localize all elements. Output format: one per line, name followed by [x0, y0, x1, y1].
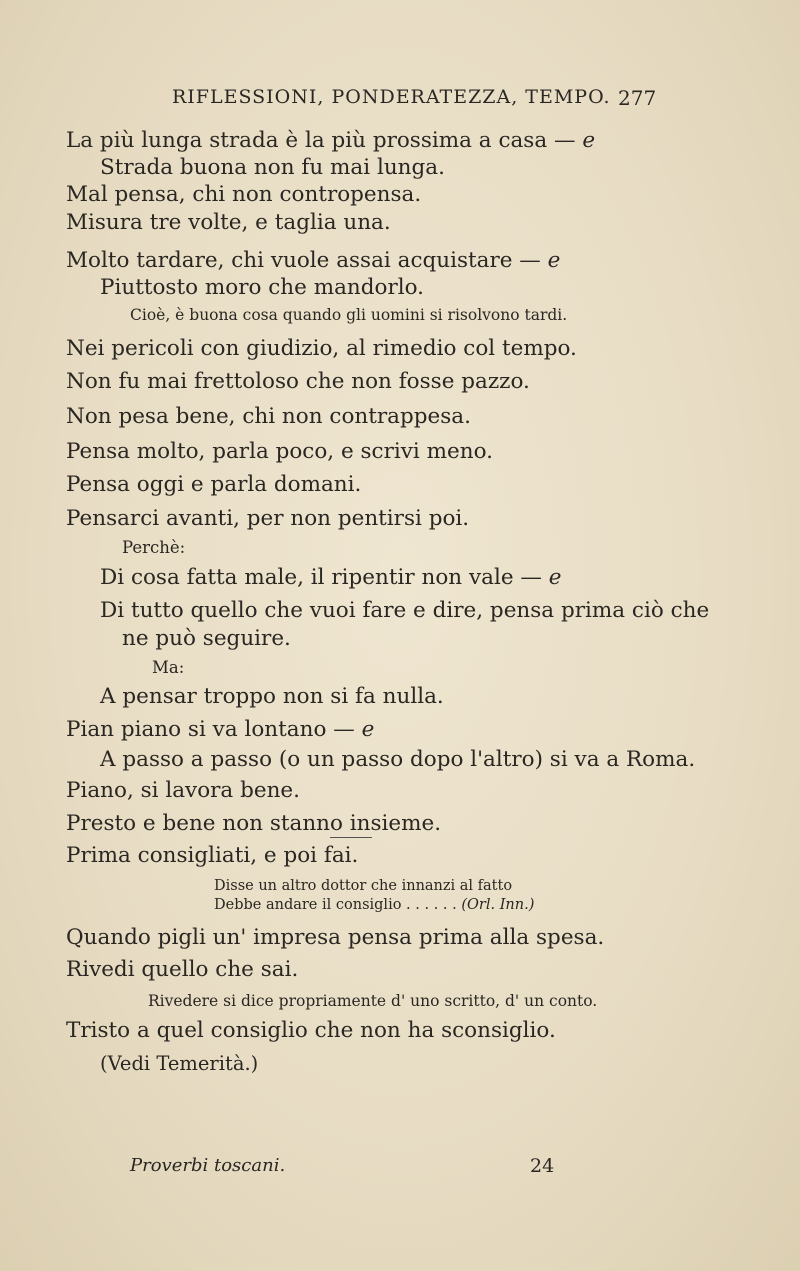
proverb-line: Misura tre volte, e taglia una.: [66, 210, 391, 235]
proverb-line: Pensarci avanti, per non pentirsi poi.: [66, 506, 470, 531]
proverb-line: Quando pigli un' impresa pensa prima alla spesa.: [66, 925, 605, 950]
proverb-line: Di tutto quello che vuoi fare e dire, pensa prima ciò che: [100, 598, 710, 623]
footer-title: Proverbi toscani.: [130, 1155, 286, 1176]
proverb-line: Nei pericoli con giudizio, al rimedio col tempo.: [66, 336, 577, 361]
proverb-line: Non fu mai frettoloso che non fosse pazzo.: [66, 369, 530, 394]
citation: (Orl. Inn.): [461, 897, 535, 913]
proverb-line: Di cosa fatta male, il ripentir non vale — e: [100, 565, 562, 590]
verse-quote: Disse un altro dottor che innanzi al fatto: [214, 878, 513, 894]
signature-mark: 24: [530, 1155, 555, 1177]
proverb-line: Tristo a quel consiglio che non ha sconsiglio.: [66, 1018, 556, 1043]
proverb-line: Pensa oggi e parla domani.: [66, 472, 362, 497]
explanatory-note: Cioè, è buona cosa quando gli uomini si risolvono tardi.: [130, 306, 568, 324]
proverb-line: ne può seguire.: [122, 626, 291, 651]
cross-reference: (Vedi Temerità.): [100, 1052, 259, 1075]
proverb-line: Piano, si lavora bene.: [66, 778, 300, 803]
explanatory-note: Rivedere si dice propriamente d' uno scritto, d' un conto.: [148, 992, 598, 1010]
proverb-line: Presto e bene non stanno insieme.: [66, 811, 442, 836]
page-number: 277: [618, 86, 657, 110]
proverb-line: Pensa molto, parla poco, e scrivi meno.: [66, 439, 493, 464]
verse-quote: Debbe andare il consiglio . . . . . . (Orl. Inn.): [214, 897, 535, 913]
section-divider: [330, 837, 372, 838]
proverb-line: A passo a passo (o un passo dopo l'altro) si va a Roma.: [100, 747, 696, 772]
connector-note: Ma:: [152, 658, 185, 677]
proverb-line: Piuttosto moro che mandorlo.: [100, 275, 425, 300]
proverb-line: Mal pensa, chi non contropensa.: [66, 182, 422, 207]
connector-note: Perchè:: [122, 538, 186, 557]
proverb-line: Pian piano si va lontano — e: [66, 717, 375, 742]
proverb-line: Rivedi quello che sai.: [66, 957, 299, 982]
page-footer: [0, 1155, 800, 1181]
proverb-line: Non pesa bene, chi non contrappesa.: [66, 404, 471, 429]
proverb-line: Strada buona non fu mai lunga.: [100, 155, 445, 180]
running-title: RIFLESSIONI, PONDERATEZZA, TEMPO.: [172, 86, 611, 108]
proverb-line: A pensar troppo non si fa nulla.: [100, 684, 444, 709]
proverb-line: Prima consigliati, e poi fai.: [66, 843, 359, 868]
page-header: [0, 86, 800, 114]
proverb-line: Molto tardare, chi vuole assai acquistare — e: [66, 248, 561, 273]
proverb-line: La più lunga strada è la più prossima a casa — e: [66, 128, 596, 153]
